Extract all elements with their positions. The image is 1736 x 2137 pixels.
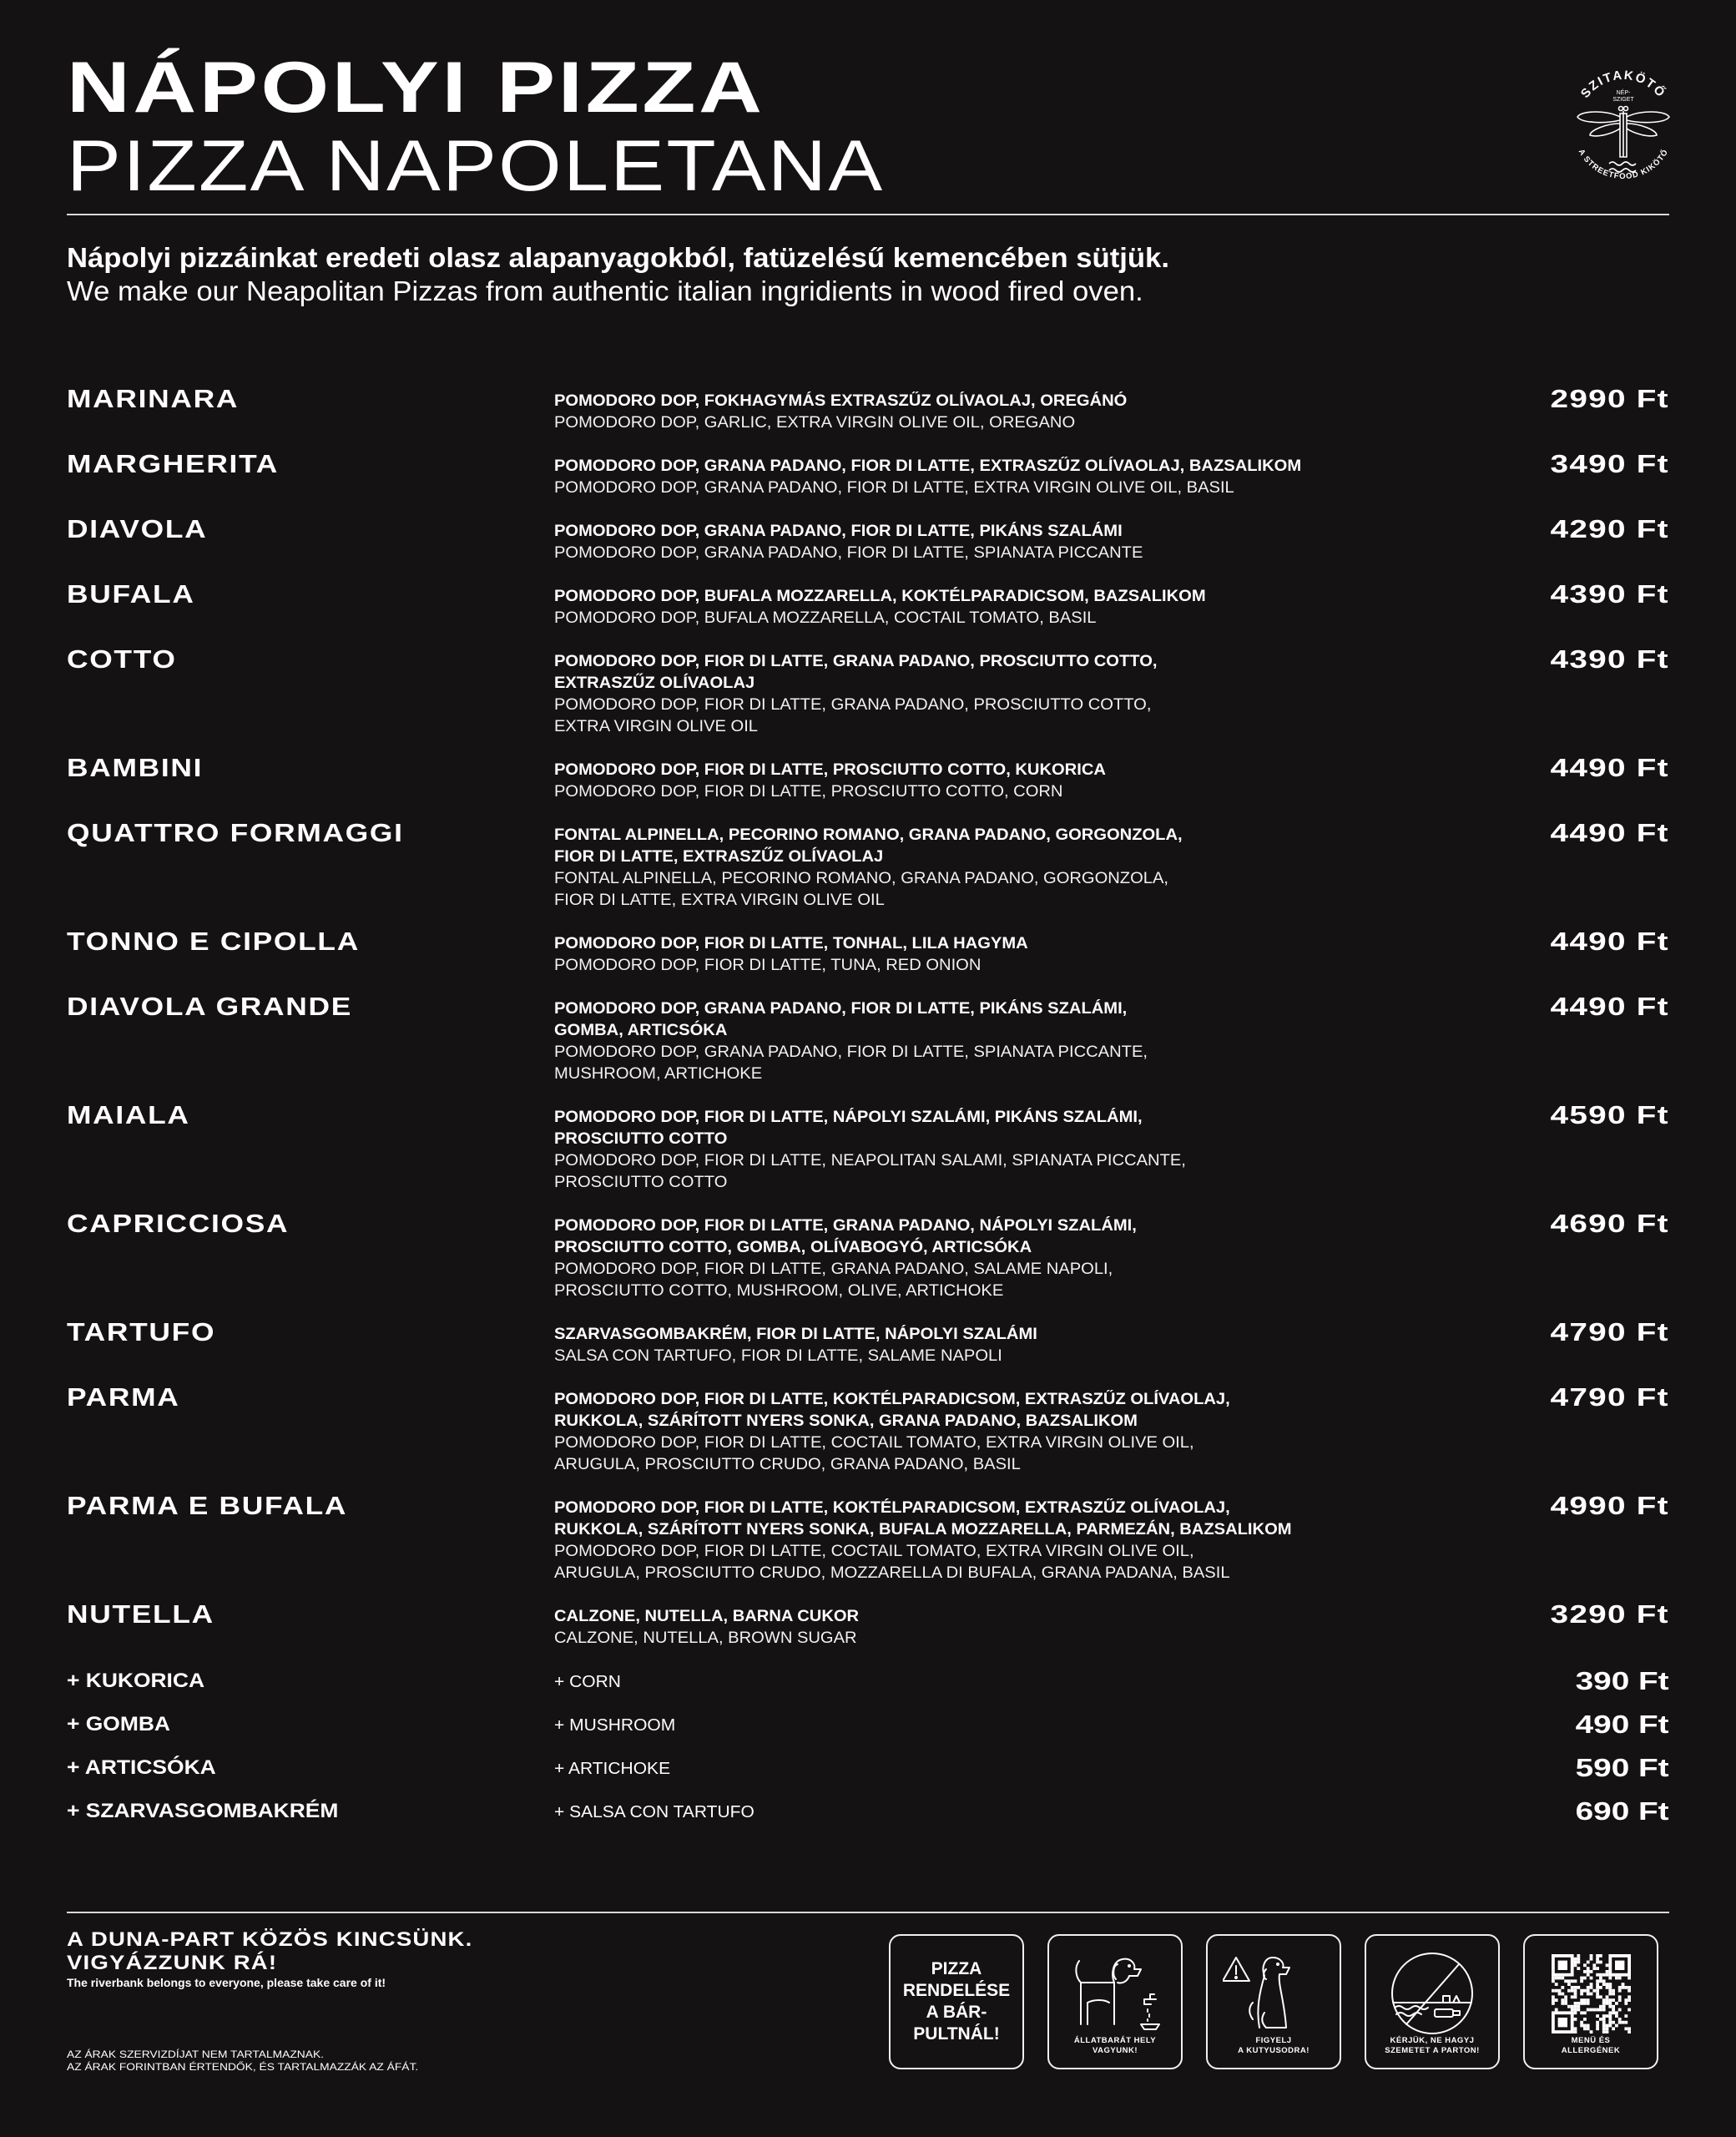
watch-your-dog-badge [1206, 1934, 1341, 2069]
extra-price: 590 Ft [1575, 1753, 1669, 1782]
extra-price: 390 Ft [1575, 1666, 1669, 1695]
price: 4690 Ft [1550, 1209, 1669, 1238]
pizza-menu-list [67, 384, 1669, 1665]
extra-price: 490 Ft [1575, 1710, 1669, 1739]
ingredients [554, 1606, 1514, 1649]
menu-item [67, 1209, 1669, 1317]
ingredients-hu: POMODORO DOP, FIOR DI LATTE, TONHAL, LILA HAGYMA [554, 935, 1028, 952]
footer-divider [67, 1912, 1669, 1913]
menu-item [67, 384, 1669, 449]
ingredients-hu: POMODORO DOP, FIOR DI LATTE, NÁPOLYI SZALÁMI, PIKÁNS SZALÁMI, PROSCIUTTO COTTO [554, 1109, 1143, 1148]
pizza-name: NUTELLA [67, 1599, 214, 1629]
pizza-name: MAIALA [67, 1100, 190, 1129]
badge-caption: ÁLLATBARÁT HELY VAGYUNK! [1073, 2036, 1157, 2055]
price: 2990 Ft [1550, 384, 1669, 413]
ingredients [554, 1215, 1514, 1302]
ingredients-hu: POMODORO DOP, FIOR DI LATTE, PROSCIUTTO COTTO, KUKORICA [554, 761, 1106, 779]
badge-caption: FIGYELJ A KUTYUSODRA! [1238, 2036, 1310, 2055]
svg-text:NÉP-: NÉP- [1616, 90, 1631, 96]
ingredients-en: POMODORO DOP, GRANA PADANO, FIOR DI LATTE, EXTRA VIRGIN OLIVE OIL, BASIL [554, 479, 1234, 497]
svg-text:SZIGET: SZIGET [1612, 97, 1634, 103]
ingredients [554, 933, 1514, 977]
ingredients [554, 760, 1514, 803]
ingredients-hu: POMODORO DOP, FIOR DI LATTE, KOKTÉLPARADICSOM, EXTRASZŰZ OLÍVAOLAJ, RUKKOLA, SZÁRÍTOTT NYERS SONKA, BUFALA MOZZARELLA, PARMEZÁN, BAZSALIKOM [554, 1499, 1292, 1538]
menu-item [67, 927, 1669, 992]
ingredients [554, 998, 1514, 1085]
menu-item [67, 579, 1669, 644]
ingredients-hu: POMODORO DOP, FIOR DI LATTE, GRANA PADANO, NÁPOLYI SZALÁMI, PROSCIUTTO COTTO, GOMBA, OLÍVABOGYÓ, ARTICSÓKA [554, 1217, 1137, 1256]
ingredients-en: CALZONE, NUTELLA, BROWN SUGAR [554, 1629, 857, 1647]
price: 4490 Ft [1550, 992, 1669, 1021]
pizza-name: COTTO [67, 644, 177, 674]
pizza-name: DIAVOLA GRANDE [67, 992, 352, 1021]
page-title: NÁPOLYI PIZZA [67, 48, 765, 128]
info-badges [889, 1934, 1658, 2069]
ingredients-hu: POMODORO DOP, GRANA PADANO, FIOR DI LATTE, PIKÁNS SZALÁMI, GOMBA, ARTICSÓKA [554, 1000, 1128, 1039]
badge-caption: MENÜ ÉS ALLERGÉNEK [1561, 2036, 1621, 2055]
pizza-name: PARMA [67, 1382, 180, 1412]
ingredients-en: POMODORO DOP, FIOR DI LATTE, COCTAIL TOMATO, EXTRA VIRGIN OLIVE OIL, ARUGULA, PROSCIUTTO CRUDO, MOZZARELLA DI BUFALA, GRANA PADANA, BASIL [554, 1543, 1230, 1582]
ingredients-en: POMODORO DOP, GRANA PADANO, FIOR DI LATTE, SPIANATA PICCANTE, MUSHROOM, ARTICHOKE [554, 1043, 1148, 1083]
menu-item [67, 514, 1669, 579]
pizza-name: BAMBINI [67, 753, 204, 782]
dog-water-bowl-icon [1064, 1951, 1166, 2036]
pizza-name: TONNO E CIPOLLA [67, 927, 360, 956]
ingredients-hu: POMODORO DOP, FIOR DI LATTE, KOKTÉLPARADICSOM, EXTRASZŰZ OLÍVAOLAJ, RUKKOLA, SZÁRÍTOTT NYERS SONKA, GRANA PADANO, BAZSALIKOM [554, 1391, 1230, 1430]
extra-name-en: + CORN [554, 1673, 621, 1691]
no-litter-badge [1365, 1934, 1500, 2069]
pizza-name: CAPRICCIOSA [67, 1209, 290, 1238]
intro-text-en: We make our Neapolitan Pizzas from authentic italian ingridients in wood fired oven. [67, 275, 1143, 306]
menu-item [67, 1100, 1669, 1209]
pizza-name: MARINARA [67, 384, 240, 413]
extra-name: + KUKORICA [67, 1670, 205, 1692]
menu-item [67, 753, 1669, 818]
ingredients-en: POMODORO DOP, BUFALA MOZZARELLA, COCTAIL TOMATO, BASIL [554, 609, 1097, 627]
ingredients-hu: POMODORO DOP, FOKHAGYMÁS EXTRASZŰZ OLÍVAOLAJ, OREGÁNÓ [554, 392, 1128, 410]
ingredients-en: SALSA CON TARTUFO, FIOR DI LATTE, SALAME NAPOLI [554, 1347, 1002, 1365]
page-subtitle: PIZZA NAPOLETANA [67, 126, 885, 206]
ingredients-en: POMODORO DOP, FIOR DI LATTE, GRANA PADANO, SALAME NAPOLI, PROSCIUTTO COTTO, MUSHROOM, OLIVE, ARTICHOKE [554, 1260, 1113, 1300]
ingredients-en: FONTAL ALPINELLA, PECORINO ROMANO, GRANA PADANO, GORGONZOLA, FIOR DI LATTE, EXTRA VIRGIN OLIVE OIL [554, 870, 1169, 909]
intro-text-hu: Nápolyi pizzáinkat eredeti olasz alapanyagokból, fatüzelésű kemencében sütjük. [67, 242, 1169, 273]
ingredients-en: POMODORO DOP, FIOR DI LATTE, TUNA, RED ONION [554, 957, 982, 974]
extras-list [67, 1666, 1669, 1840]
price: 4490 Ft [1550, 818, 1669, 847]
price: 3490 Ft [1550, 449, 1669, 478]
ingredients [554, 1498, 1514, 1584]
extra-topping [67, 1753, 1669, 1796]
ingredients [554, 825, 1514, 912]
menu-item [67, 644, 1669, 753]
ingredients-hu: SZARVASGOMBAKRÉM, FIOR DI LATTE, NÁPOLYI SZALÁMI [554, 1326, 1037, 1343]
order-at-bar-badge [889, 1934, 1024, 2069]
menu-item [67, 818, 1669, 927]
qr-code-icon[interactable] [1540, 1951, 1642, 2036]
ingredients-hu: CALZONE, NUTELLA, BARNA CUKOR [554, 1608, 860, 1625]
footer-slogan: A DUNA-PART KÖZÖS KINCSÜNK. VIGYÁZZUNK RÁ! [67, 1928, 473, 1974]
menu-item [67, 449, 1669, 514]
extra-topping [67, 1710, 1669, 1753]
menu-allergens-badge[interactable] [1523, 1934, 1658, 2069]
ingredients-en: POMODORO DOP, GARLIC, EXTRA VIRGIN OLIVE OIL, OREGANO [554, 414, 1076, 432]
price: 4990 Ft [1550, 1491, 1669, 1520]
warning-dog-icon [1223, 1951, 1325, 2036]
pizza-name: DIAVOLA [67, 514, 208, 543]
ingredients [554, 586, 1514, 629]
ingredients [554, 1389, 1514, 1476]
badge-text: PIZZA RENDELÉSE A BÁR- PULTNÁL! [902, 1959, 1011, 2044]
ingredients [554, 391, 1514, 434]
ingredients-hu: POMODORO DOP, GRANA PADANO, FIOR DI LATTE, PIKÁNS SZALÁMI [554, 523, 1123, 540]
ingredients [554, 1324, 1514, 1367]
ingredients [554, 456, 1514, 499]
svg-text:SZITAKÖTŐ: SZITAKÖTŐ [1577, 68, 1669, 101]
pizza-name: BUFALA [67, 579, 195, 609]
ingredients-hu: POMODORO DOP, BUFALA MOZZARELLA, KOKTÉLPARADICSOM, BAZSALIKOM [554, 588, 1206, 605]
price: 4590 Ft [1550, 1100, 1669, 1129]
ingredients-en: POMODORO DOP, FIOR DI LATTE, NEAPOLITAN SALAMI, SPIANATA PICCANTE, PROSCIUTTO COTTO [554, 1152, 1186, 1191]
menu-item [67, 1382, 1669, 1491]
ingredients [554, 651, 1514, 738]
no-litter-icon [1381, 1951, 1483, 2036]
price: 4490 Ft [1550, 927, 1669, 956]
ingredients-en: POMODORO DOP, FIOR DI LATTE, COCTAIL TOMATO, EXTRA VIRGIN OLIVE OIL, ARUGULA, PROSCIUTTO CRUDO, GRANA PADANO, BASIL [554, 1434, 1194, 1473]
ingredients-en: POMODORO DOP, GRANA PADANO, FIOR DI LATTE, SPIANATA PICCANTE [554, 544, 1143, 562]
menu-item [67, 1317, 1669, 1382]
price: 4290 Ft [1550, 514, 1669, 543]
extra-topping [67, 1666, 1669, 1710]
extra-name-en: + ARTICHOKE [554, 1760, 671, 1778]
header-divider [67, 214, 1669, 215]
extra-name: + ARTICSÓKA [67, 1756, 216, 1779]
dragonfly-logo-icon [1561, 58, 1686, 200]
footer-slogan-en: The riverbank belongs to everyone, please take care of it! [67, 1976, 386, 1989]
extra-name-en: + SALSA CON TARTUFO [554, 1803, 754, 1821]
ingredients [554, 521, 1514, 564]
pizza-name: QUATTRO FORMAGGI [67, 818, 404, 847]
pizza-name: PARMA E BUFALA [67, 1491, 348, 1520]
menu-item [67, 1491, 1669, 1599]
ingredients-hu: FONTAL ALPINELLA, PECORINO ROMANO, GRANA PADANO, GORGONZOLA, FIOR DI LATTE, EXTRASZŰZ OLÍVAOLAJ [554, 826, 1183, 866]
menu-item [67, 992, 1669, 1100]
price: 4390 Ft [1550, 579, 1669, 609]
pet-friendly-badge [1047, 1934, 1183, 2069]
price: 4790 Ft [1550, 1382, 1669, 1412]
ingredients-en: POMODORO DOP, FIOR DI LATTE, PROSCIUTTO COTTO, CORN [554, 783, 1063, 801]
pizza-name: TARTUFO [67, 1317, 216, 1346]
price: 3290 Ft [1550, 1599, 1669, 1629]
price: 4490 Ft [1550, 753, 1669, 782]
ingredients-hu: POMODORO DOP, GRANA PADANO, FIOR DI LATTE, EXTRASZŰZ OLÍVAOLAJ, BAZSALIKOM [554, 457, 1302, 475]
extra-price: 690 Ft [1575, 1796, 1669, 1826]
extra-name: + SZARVASGOMBAKRÉM [67, 1800, 339, 1822]
price: 4790 Ft [1550, 1317, 1669, 1346]
price-notes: AZ ÁRAK SZERVIZDÍJAT NEM TARTALMAZNAK. AZ ÁRAK FORINTBAN ÉRTENDŐK, ÉS TARTALMAZZÁK AZ ÁFÁT. [67, 2049, 419, 2073]
badge-caption: KÉRJÜK, NE HAGYJ SZEMETET A PARTON! [1385, 2036, 1480, 2055]
pizza-name: MARGHERITA [67, 449, 279, 478]
ingredients-hu: POMODORO DOP, FIOR DI LATTE, GRANA PADANO, PROSCIUTTO COTTO, EXTRASZŰZ OLÍVAOLAJ [554, 653, 1158, 692]
price: 4390 Ft [1550, 644, 1669, 674]
extra-topping [67, 1796, 1669, 1840]
ingredients [554, 1107, 1514, 1194]
extra-name: + GOMBA [67, 1713, 170, 1735]
extra-name-en: + MUSHROOM [554, 1716, 676, 1735]
menu-item [67, 1599, 1669, 1665]
ingredients-en: POMODORO DOP, FIOR DI LATTE, GRANA PADANO, PROSCIUTTO COTTO, EXTRA VIRGIN OLIVE OIL [554, 696, 1152, 735]
svg-text:A STREETFOOD KIKÖTŐ: A STREETFOOD KIKÖTŐ [1576, 147, 1671, 182]
